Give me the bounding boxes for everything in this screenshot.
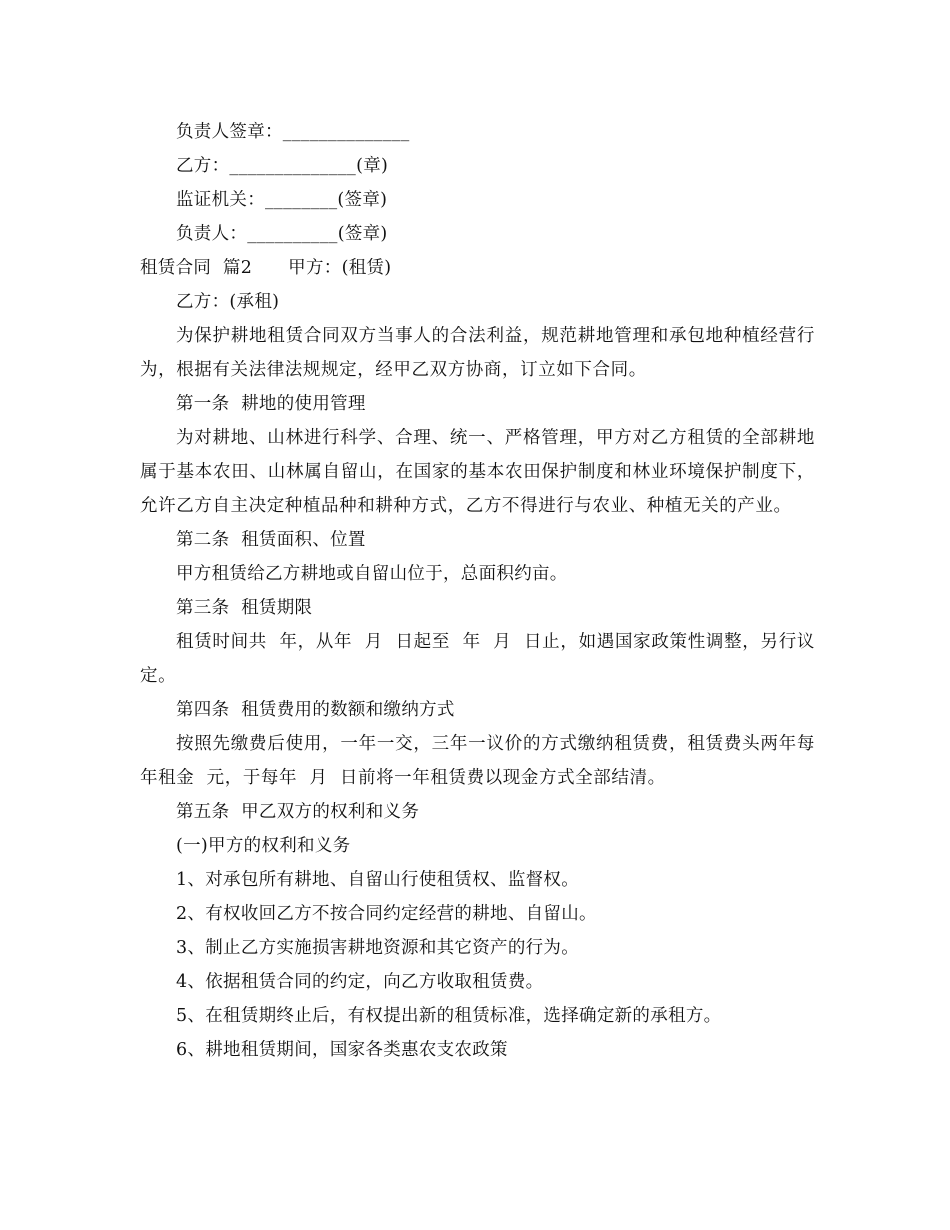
list-item: 6、耕地租赁期间，国家各类惠农支农政策 xyxy=(176,1040,508,1060)
article-3-body: 租赁时间共 年，从年 月 日起至 年 月 日止，如遇国家政策性调整，另行议定。 xyxy=(140,632,815,686)
signature-person-in-charge: 负责人：__________(签章) xyxy=(176,224,388,244)
article-3-title: 第三条 租赁期限 xyxy=(176,598,313,618)
article-5-subtitle: (一)甲方的权利和义务 xyxy=(176,836,351,856)
signature-supervisor: 监证机关：________(签章) xyxy=(176,190,388,210)
signature-party-b: 乙方：______________(章) xyxy=(176,156,389,176)
article-2-body: 甲方租赁给乙方耕地或自留山位于，总面积约亩。 xyxy=(176,564,568,584)
contract-heading-row xyxy=(140,251,815,285)
document-page xyxy=(140,115,815,1067)
article-2-title: 第二条 租赁面积、位置 xyxy=(176,530,366,550)
list-item: 4、依据租赁合同的约定，向乙方收取租赁费。 xyxy=(176,972,544,992)
list-item: 2、有权收回乙方不按合同约定经营的耕地、自留山。 xyxy=(176,904,597,924)
article-1-body: 为对耕地、山林进行科学、合理、统一、严格管理，甲方对乙方租赁的全部耕地属于基本农田、山林属自留山，在国家的基本农田保护制度和林业环境保护制度下，允许乙方自主决定种植品种和耕种方式，乙方不得进行与农业、种植无关的产业。 xyxy=(140,428,815,516)
intro-paragraph: 为保护耕地租赁合同双方当事人的合法利益，规范耕地管理和承包地种植经营行为，根据有关法律法规规定，经甲乙双方协商，订立如下合同。 xyxy=(140,326,815,380)
signature-person-in-charge-seal: 负责人签章：______________ xyxy=(176,122,410,142)
list-item: 5、在租赁期终止后，有权提出新的租赁标准，选择确定新的承租方。 xyxy=(176,1006,722,1026)
article-1-title: 第一条 耕地的使用管理 xyxy=(176,394,366,414)
contract-heading: 租赁合同 篇2 xyxy=(140,258,253,278)
party-a: 甲方：(租赁) xyxy=(288,258,392,278)
article-4-body: 按照先缴费后使用，一年一交，三年一议价的方式缴纳租赁费，租赁费头两年每年租金 元，于每年 月 日前将一年租赁费以现金方式全部结清。 xyxy=(140,734,815,788)
article-5-title: 第五条 甲乙双方的权利和义务 xyxy=(176,802,420,822)
article-4-title: 第四条 租赁费用的数额和缴纳方式 xyxy=(176,700,455,720)
list-item: 1、对承包所有耕地、自留山行使租赁权、监督权。 xyxy=(176,870,580,890)
party-b: 乙方：(承租) xyxy=(176,292,280,312)
list-item: 3、制止乙方实施损害耕地资源和其它资产的行为。 xyxy=(176,938,580,958)
